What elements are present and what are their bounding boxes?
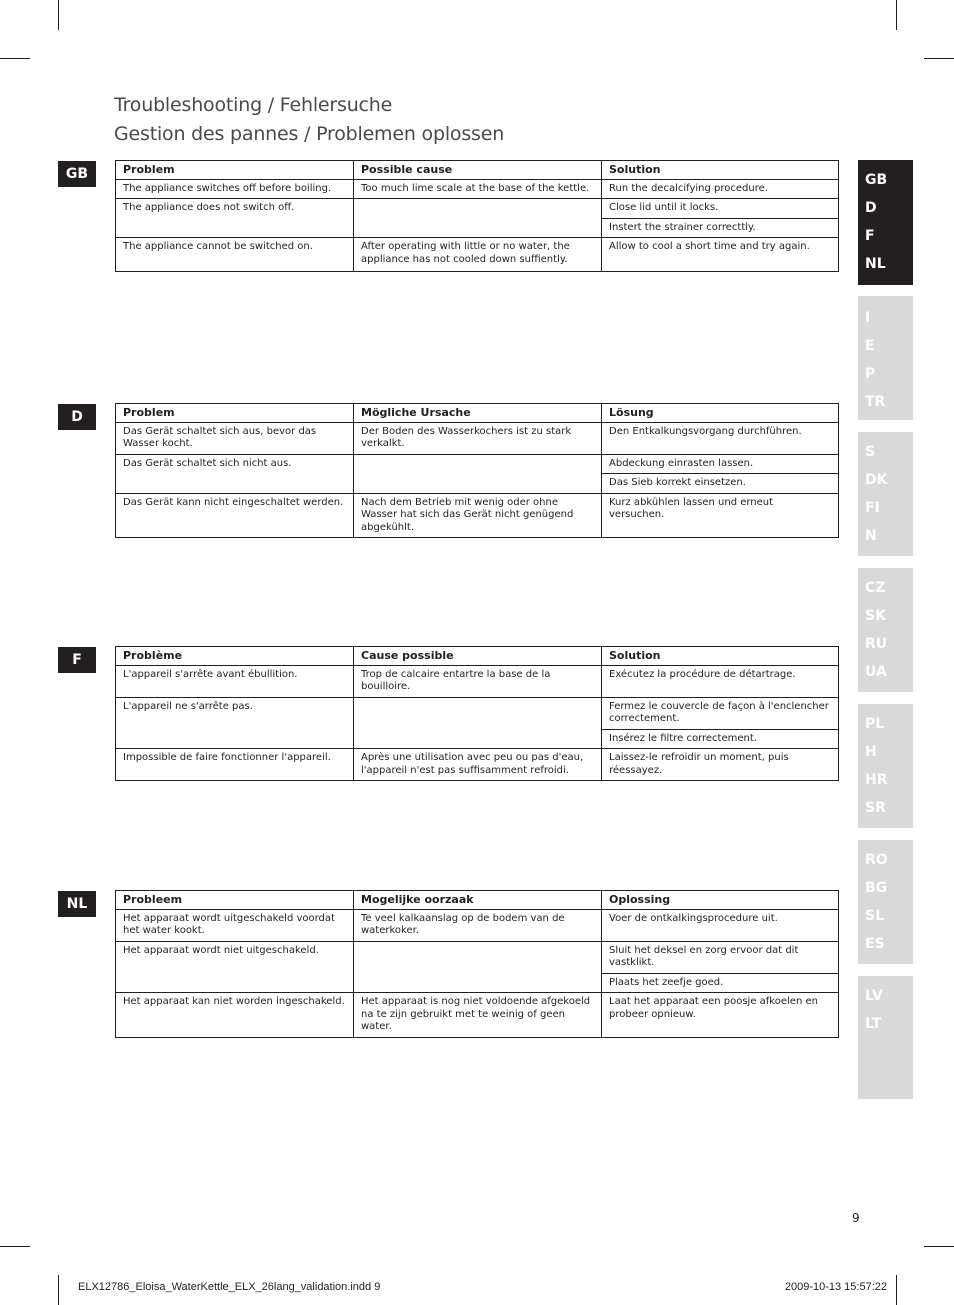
solution-cell: Plaats het zeefje goed. [602, 973, 839, 993]
problem-cell: Het apparaat wordt uitgeschakeld voordat het water kookt. [116, 909, 354, 941]
crop-mark [0, 1246, 30, 1247]
solution-cell: Exécutez la procédure de détartrage. [602, 665, 839, 697]
column-header-problem: Problem [116, 161, 354, 180]
table-header-row [116, 161, 839, 180]
table-row [116, 493, 839, 538]
solution-cell: Das Sieb korrekt einsetzen. [602, 474, 839, 494]
sidebar-lang-group-3 [858, 432, 913, 556]
cause-cell [354, 199, 602, 238]
sidebar-lang-ru[interactable]: RU [865, 636, 888, 652]
sidebar-lang-group-4 [858, 568, 913, 692]
cause-cell [354, 941, 602, 993]
sidebar-lang-nl[interactable]: NL [865, 256, 886, 272]
column-header-solution: Solution [602, 647, 839, 666]
crop-mark [896, 0, 897, 30]
problem-cell: The appliance cannot be switched on. [116, 238, 354, 272]
sidebar-lang-f[interactable]: F [865, 228, 875, 244]
table-row [116, 422, 839, 454]
cause-cell: Trop de calcaire entartre la base de la bouilloire. [354, 665, 602, 697]
sidebar-lang-group-6 [858, 840, 913, 964]
lang-badge-f: F [58, 647, 96, 673]
cause-cell [354, 697, 602, 749]
crop-mark [58, 1275, 59, 1305]
crop-mark [896, 1275, 897, 1305]
column-header-solution: Oplossing [602, 891, 839, 910]
solution-cell: Fermez le couvercle de façon à l'enclencher correctement. [602, 697, 839, 729]
solution-cell: Sluit het deksel en zorg ervoor dat dit vastklikt. [602, 941, 839, 973]
cause-cell: Après une utilisation avec peu ou pas d'eau, l'appareil n'est pas suffisamment refroidi. [354, 749, 602, 781]
solution-cell: Laissez-le refroidir un moment, puis réessayez. [602, 749, 839, 781]
sidebar-lang-e[interactable]: E [865, 338, 875, 354]
lang-badge-d: D [58, 404, 96, 430]
solution-cell: Instert the strainer correcttly. [602, 218, 839, 238]
problem-cell: Das Gerät schaltet sich aus, bevor das Wasser kocht. [116, 422, 354, 454]
column-header-solution: Solution [602, 161, 839, 180]
sidebar-lang-sl[interactable]: SL [865, 908, 885, 924]
table-header-row [116, 404, 839, 423]
table-row [116, 749, 839, 781]
table-row [116, 454, 839, 474]
troubleshooting-table-nl [115, 890, 839, 1038]
cause-cell: Het apparaat is nog niet voldoende afgekoeld na te zijn gebruikt met te weinig of geen water. [354, 993, 602, 1038]
lang-badge-gb: GB [58, 161, 96, 187]
cause-cell: Too much lime scale at the base of the kettle. [354, 179, 602, 199]
sidebar-lang-ro[interactable]: RO [865, 852, 888, 868]
page-subtitle: Gestion des pannes / Problemen oplossen [114, 123, 505, 145]
table-row [116, 909, 839, 941]
column-header-problem: Problème [116, 647, 354, 666]
sidebar-lang-group-5 [858, 704, 913, 828]
sidebar-lang-h[interactable]: H [865, 744, 877, 760]
solution-cell: Insérez le filtre correctement. [602, 729, 839, 749]
sidebar-lang-sk[interactable]: SK [865, 608, 886, 624]
solution-cell: Voer de ontkalkingsprocedure uit. [602, 909, 839, 941]
table-row [116, 199, 839, 219]
page-title: Troubleshooting / Fehlersuche [114, 94, 393, 116]
crop-mark [924, 58, 954, 59]
problem-cell: The appliance switches off before boiling. [116, 179, 354, 199]
troubleshooting-table-f [115, 646, 839, 781]
problem-cell: L'appareil s'arrête avant ébullition. [116, 665, 354, 697]
sidebar-lang-hr[interactable]: HR [865, 772, 888, 788]
solution-cell: Abdeckung einrasten lassen. [602, 454, 839, 474]
problem-cell: Das Gerät kann nicht eingeschaltet werden. [116, 493, 354, 538]
problem-cell: Impossible de faire fonctionner l'appareil. [116, 749, 354, 781]
sidebar-lang-group-2 [858, 296, 913, 420]
page-number: 9 [852, 1211, 860, 1225]
column-header-cause: Cause possible [354, 647, 602, 666]
sidebar-lang-n[interactable]: N [865, 528, 877, 544]
sidebar-lang-group-1 [858, 160, 913, 285]
solution-cell: Den Entkalkungsvorgang durchführen. [602, 422, 839, 454]
crop-mark [0, 58, 30, 59]
column-header-problem: Problem [116, 404, 354, 423]
table-header-row [116, 647, 839, 666]
sidebar-lang-cz[interactable]: CZ [865, 580, 886, 596]
sidebar-lang-s[interactable]: S [865, 444, 876, 460]
solution-cell: Allow to cool a short time and try again. [602, 238, 839, 272]
column-header-cause: Possible cause [354, 161, 602, 180]
cause-cell: After operating with little or no water, the appliance has not cooled down suffiently. [354, 238, 602, 272]
troubleshooting-table-gb [115, 160, 839, 272]
table-row [116, 697, 839, 729]
sidebar-lang-gb[interactable]: GB [865, 172, 888, 188]
cause-cell: Der Boden des Wasserkochers ist zu stark verkalkt. [354, 422, 602, 454]
solution-cell: Close lid until it locks. [602, 199, 839, 219]
footer-timestamp: 2009-10-13 15:57:22 [784, 1281, 887, 1293]
table-row [116, 238, 839, 272]
problem-cell: L'appareil ne s'arrête pas. [116, 697, 354, 749]
column-header-cause: Mögliche Ursache [354, 404, 602, 423]
sidebar-lang-dk[interactable]: DK [865, 472, 888, 488]
solution-cell: Kurz abkühlen lassen und erneut versuchen. [602, 493, 839, 538]
solution-cell: Laat het apparaat een poosje afkoelen en probeer opnieuw. [602, 993, 839, 1038]
problem-cell: Het apparaat kan niet worden ingeschakeld. [116, 993, 354, 1038]
table-row [116, 941, 839, 973]
cause-cell: Te veel kalkaanslag op de bodem van de waterkoker. [354, 909, 602, 941]
troubleshooting-table-d [115, 403, 839, 538]
sidebar-lang-tr[interactable]: TR [865, 394, 886, 410]
sidebar-lang-es[interactable]: ES [865, 936, 885, 952]
column-header-solution: Lösung [602, 404, 839, 423]
cause-cell: Nach dem Betrieb mit wenig oder ohne Wasser hat sich das Gerät nicht genügend abgekühlt. [354, 493, 602, 538]
sidebar-lang-ua[interactable]: UA [865, 664, 887, 680]
cause-cell [354, 454, 602, 493]
crop-mark [924, 1246, 954, 1247]
crop-mark [58, 0, 59, 30]
table-header-row [116, 891, 839, 910]
table-row [116, 179, 839, 199]
sidebar-lang-lv[interactable]: LV [865, 988, 883, 1004]
sidebar-lang-fi[interactable]: FI [865, 500, 880, 516]
table-row [116, 665, 839, 697]
footer-filename: ELX12786_Eloisa_WaterKettle_ELX_26lang_validation.indd 9 [78, 1281, 381, 1293]
problem-cell: The appliance does not switch off. [116, 199, 354, 238]
table-row [116, 993, 839, 1038]
sidebar-lang-p[interactable]: P [865, 366, 876, 382]
sidebar-lang-i[interactable]: I [865, 310, 871, 326]
column-header-problem: Probleem [116, 891, 354, 910]
problem-cell: Das Gerät schaltet sich nicht aus. [116, 454, 354, 493]
sidebar-lang-bg[interactable]: BG [865, 880, 888, 896]
column-header-cause: Mogelijke oorzaak [354, 891, 602, 910]
lang-badge-nl: NL [58, 891, 96, 917]
sidebar-lang-pl[interactable]: PL [865, 716, 885, 732]
problem-cell: Het apparaat wordt niet uitgeschakeld. [116, 941, 354, 993]
sidebar-lang-lt[interactable]: LT [865, 1016, 882, 1032]
sidebar-lang-d[interactable]: D [865, 200, 877, 216]
sidebar-lang-sr[interactable]: SR [865, 800, 886, 816]
sidebar-lang-group-7 [858, 976, 913, 1099]
solution-cell: Run the decalcifying procedure. [602, 179, 839, 199]
